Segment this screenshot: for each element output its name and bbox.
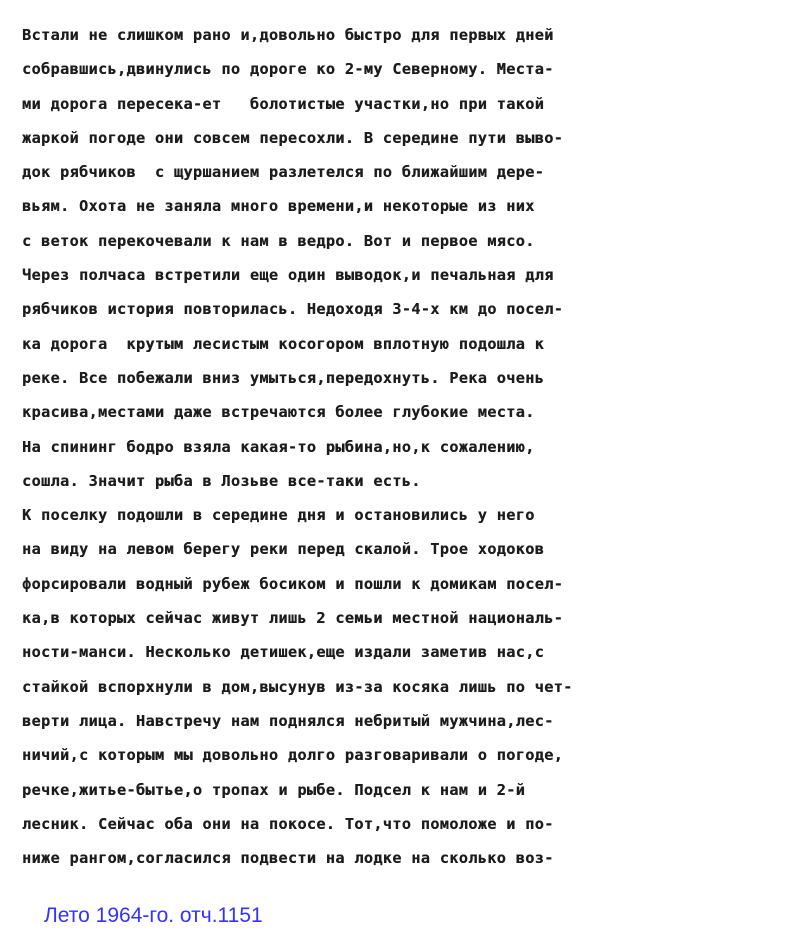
text-line-1: Встали не слишком рано и,довольно быстро для первых дней bbox=[22, 26, 554, 44]
text-line-17: форсировали водный рубеж босиком и пошли к домикам посел- bbox=[22, 574, 564, 593]
text-line-25: ниже рангом,согласился подвести на лодке на сколько воз- bbox=[22, 849, 554, 868]
text-line-23: речке,житье-бытье,о тропах и рыбе. Подсел к нам и 2-й bbox=[22, 780, 526, 799]
text-line-19: ности-манси. Несколько детишек,еще издали заметив нас,с bbox=[22, 643, 545, 662]
text-line-10: ка дорога крутым лесистым косогором вплотную подошла к bbox=[22, 334, 545, 353]
text-line-11: реке. Все побежали вниз умыться,передохнуть. Река очень bbox=[22, 368, 545, 387]
text-line-14: сошла. Значит рыба в Лозьве все-таки есть. bbox=[22, 471, 421, 490]
text-line-4: жаркой погоде они совсем пересохли. В середине пути выво- bbox=[22, 128, 564, 147]
text-line-13: На спининг бодро взяла какая-то рыбина,но,к сожалению, bbox=[22, 437, 535, 456]
text-line-20: стайкой вспорхнули в дом,высунув из-за косяка лишь по чет- bbox=[22, 677, 573, 696]
text-line-9: рябчиков история повторилась. Недоходя 3-4-х км до посел- bbox=[22, 300, 564, 319]
source-caption: Лето 1964-го. отч.1151 bbox=[44, 904, 263, 927]
text-line-12: красива,местами даже встречаются более глубокие места. bbox=[22, 403, 535, 422]
typescript-text-block bbox=[22, 18, 782, 875]
text-line-6: вьям. Охота не заняла много времени,и некоторые из них bbox=[22, 197, 535, 216]
text-line-22: ничий,с которым мы довольно долго разговаривали о погоде, bbox=[22, 746, 564, 765]
text-line-8: Через полчаса встретили еще один выводок,и печальная для bbox=[22, 266, 554, 285]
text-line-24: лесник. Сейчас оба они на покосе. Тот,что помоложе и по- bbox=[22, 814, 554, 833]
text-line-3: ми дорога пересека-ет болотистые участки,но при такой bbox=[22, 94, 545, 113]
text-line-18: ка,в которых сейчас живут лишь 2 семьи местной националь- bbox=[22, 609, 564, 628]
text-line-15: К поселку подошли в середине дня и остановились у него bbox=[22, 506, 535, 525]
text-line-7: с веток перекочевали к нам в ведро. Вот и первое мясо. bbox=[22, 231, 535, 250]
text-line-2: собравшись,двинулись по дороге ко 2-му Северному. Места- bbox=[22, 60, 554, 79]
text-line-21: верти лица. Навстречу нам поднялся небритый мужчина,лес- bbox=[22, 711, 554, 730]
text-line-5: док рябчиков с щуршанием разлетелся по ближайшим дере- bbox=[22, 163, 545, 182]
text-line-16: на виду на левом берегу реки перед скалой. Трое ходоков bbox=[22, 540, 545, 559]
